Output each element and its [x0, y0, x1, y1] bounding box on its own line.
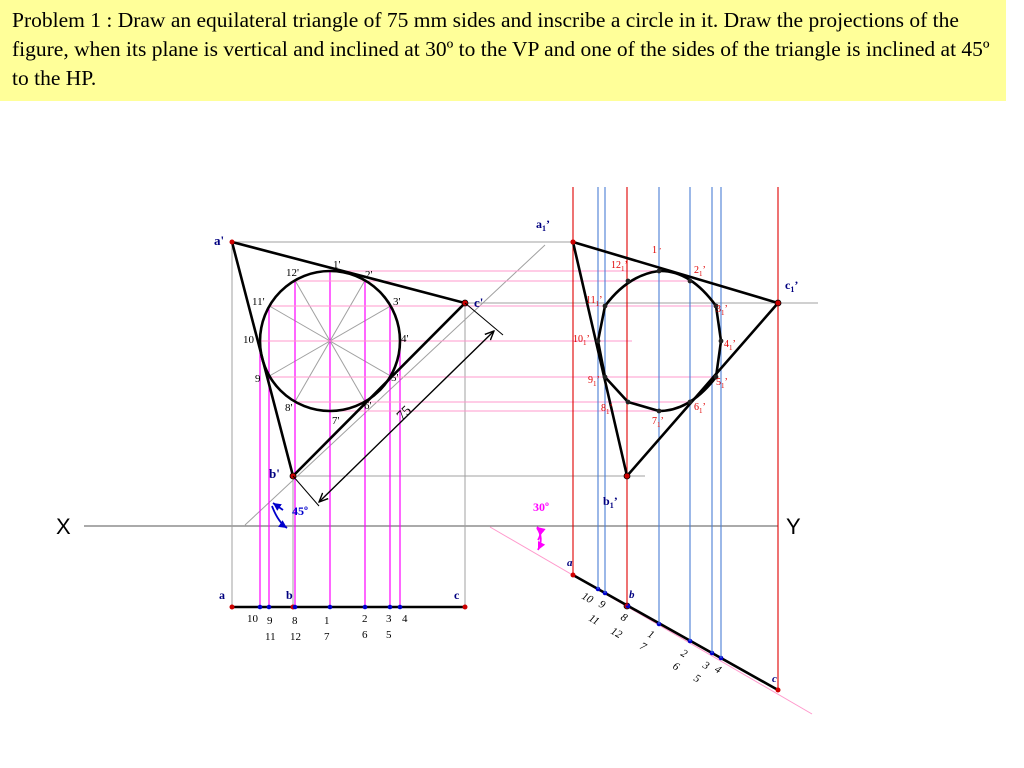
- aux-label-12: 12: [608, 625, 625, 642]
- final-point-8: $8_1$’: [601, 403, 613, 416]
- tv-label-12: 12: [290, 631, 301, 643]
- tv-vertex-c: c: [454, 588, 460, 602]
- tv-label-7: 7: [324, 631, 330, 643]
- tv-label-2: 2: [362, 613, 368, 625]
- final-front-view: [536, 217, 798, 510]
- top-view: [219, 588, 468, 643]
- tv-vertex-b: b: [286, 588, 293, 602]
- tv-label-4: 4: [402, 613, 408, 625]
- x-label: X: [56, 514, 71, 539]
- front-view: [214, 233, 503, 528]
- angle-30: 30º: [533, 500, 549, 514]
- tv-label-9: 9: [267, 615, 273, 627]
- final-vertex-b: $b_1$’: [603, 494, 618, 510]
- aux-top-view: [490, 500, 812, 714]
- final-point-10: $10_1$’: [573, 334, 590, 347]
- fv-point-4: 4': [401, 333, 409, 345]
- fv-point-10: 10: [243, 334, 254, 346]
- tv-label-3: 3: [386, 613, 392, 625]
- y-label: Y: [786, 514, 801, 539]
- aux-label-2: 2: [678, 647, 690, 661]
- tv-vertex-a: a: [219, 588, 225, 602]
- vertex-c-prime: c': [474, 295, 484, 310]
- tv-label-5: 5: [386, 629, 392, 641]
- fv-point-11: 11': [252, 296, 265, 308]
- tv-label-6: 6: [362, 629, 368, 641]
- final-vertex-c: $c_1$’: [785, 278, 799, 294]
- fv-point-7: 7': [332, 415, 340, 427]
- angle-45: 45º: [292, 504, 308, 518]
- aux-label-10: 10: [579, 590, 596, 607]
- final-point-9: $9_1$’: [588, 375, 600, 388]
- tv-label-8: 8: [292, 615, 298, 627]
- construction-lines: [232, 242, 818, 606]
- aux-vertex-a: a: [567, 557, 573, 569]
- final-point-6: $6_1$’: [694, 402, 706, 415]
- final-point-1: 1 ’: [652, 245, 662, 256]
- fv-point-1: 1': [333, 259, 341, 271]
- final-point-3: $3_1$’: [716, 304, 728, 317]
- aux-label-3: 3: [700, 659, 712, 673]
- aux-label-11: 11: [586, 612, 602, 628]
- tv-label-10: 10: [247, 613, 258, 625]
- final-projector-lines: [573, 187, 778, 690]
- final-vertex-a: $a_1$’: [536, 217, 550, 233]
- final-point-5: $5_1$’: [716, 377, 728, 390]
- dimension-75: 75: [394, 403, 415, 424]
- tv-label-1: 1: [324, 615, 330, 627]
- problem-statement: Problem 1 : Draw an equilateral triangle of 75 mm sides and inscribe a circle in it. Draw the projections of the figure, when its plane is vertical and inclined at 30º to the VP and one of the sides of the triangle is inclined at 45º to the HP.: [12, 8, 990, 90]
- fv-point-5: 5': [391, 372, 399, 384]
- final-point-7: $7_1$’: [652, 416, 664, 429]
- vertex-a-prime: a': [214, 233, 225, 248]
- fv-point-9: 9: [255, 373, 261, 385]
- aux-vertex-b: b: [629, 589, 635, 601]
- tv-label-11: 11: [265, 631, 276, 643]
- xy-line: [56, 514, 801, 539]
- fv-point-6: 6': [364, 400, 372, 412]
- projector-lines-horizontal: [260, 271, 716, 411]
- final-point-12: $12_1$’: [611, 260, 628, 273]
- fv-point-8: 8': [285, 402, 293, 414]
- final-point-11: $11_1$’: [586, 295, 603, 308]
- vertex-b-prime: b': [269, 466, 280, 481]
- aux-label-7: 7: [637, 640, 649, 654]
- fv-point-12: 12': [286, 267, 299, 279]
- fv-point-3: 3': [393, 296, 401, 308]
- aux-label-4: 4: [712, 663, 724, 677]
- aux-label-1: 1: [645, 628, 657, 642]
- aux-label-9: 9: [596, 598, 608, 612]
- fv-point-2: 2': [365, 269, 373, 281]
- aux-label-5: 5: [691, 672, 703, 686]
- aux-vertex-c: c: [772, 673, 777, 685]
- final-point-4: $4_1$’: [724, 339, 736, 352]
- final-point-2: $2_1$’: [694, 265, 706, 278]
- aux-label-6: 6: [670, 660, 682, 674]
- aux-label-8: 8: [618, 611, 630, 625]
